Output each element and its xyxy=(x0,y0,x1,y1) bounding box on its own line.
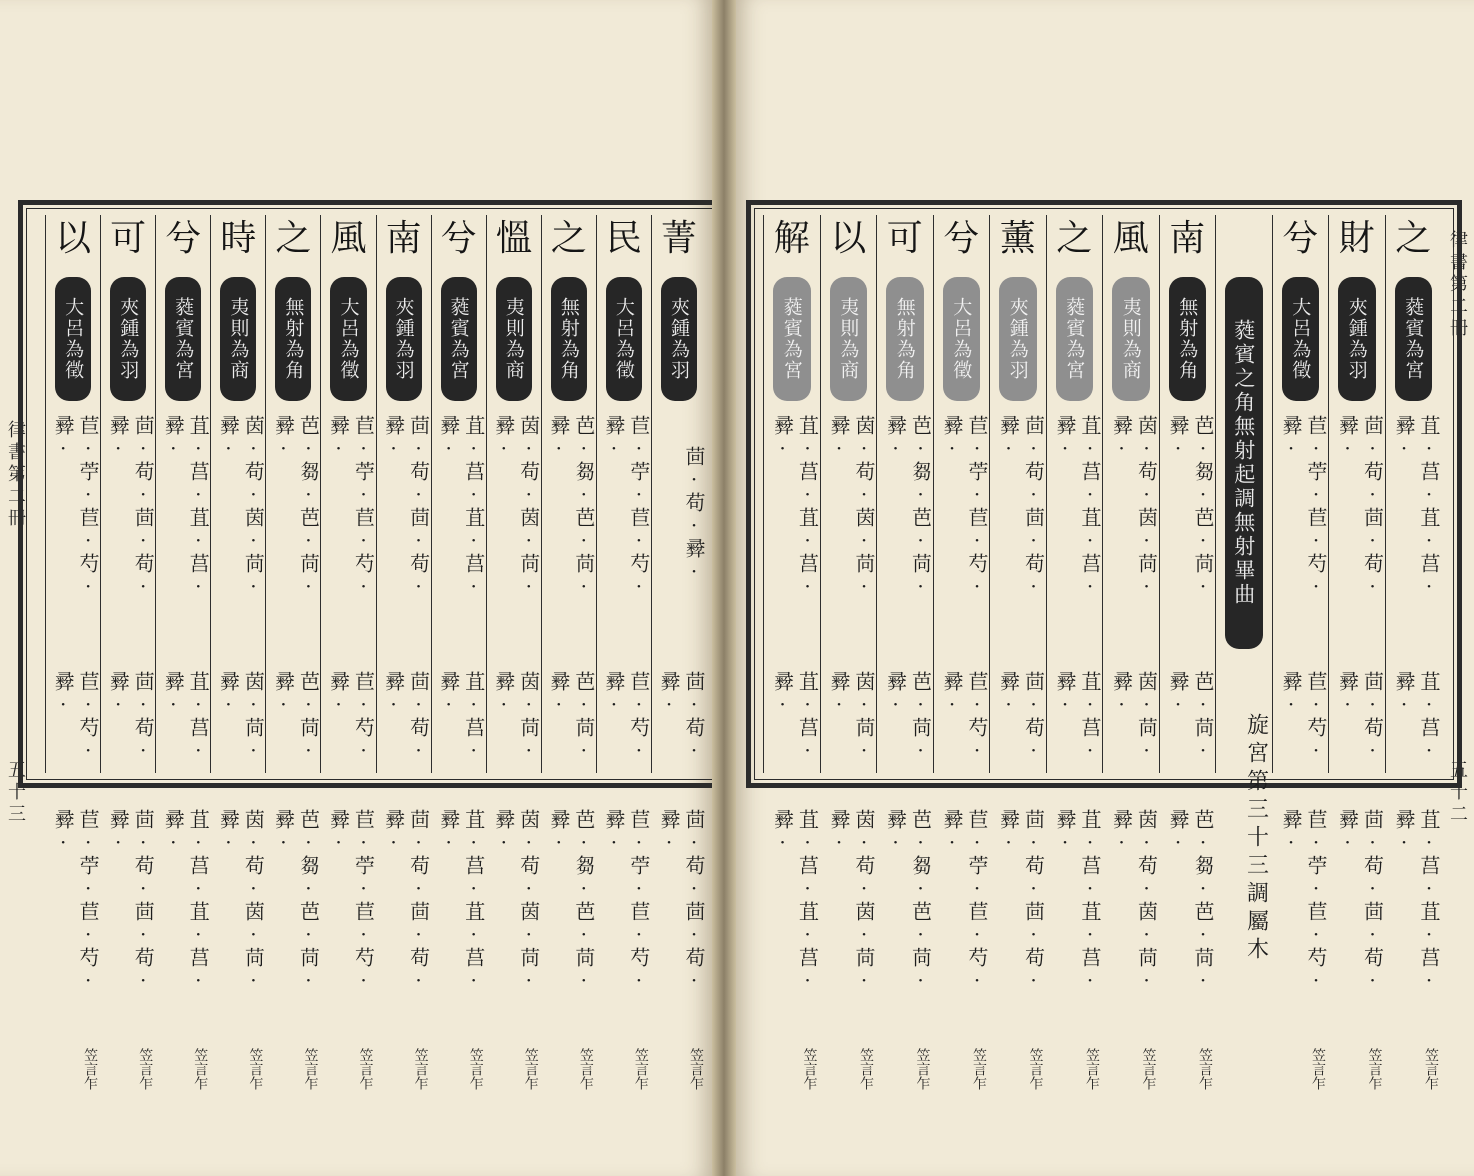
right-column xyxy=(1159,215,1216,1090)
left-margin-folio: 五十三 xyxy=(5,760,26,826)
ending-marker: 笠言乍 xyxy=(1027,1048,1044,1090)
pitch-label: 蕤賓為宮 xyxy=(165,277,201,401)
notation-phrase-3: 苣·苧·苣·芍·彛· xyxy=(601,809,651,993)
right-margin-title: 律書第二冊 xyxy=(1447,230,1468,340)
ending-marker: 笠言乍 xyxy=(1366,1048,1383,1090)
book-gutter xyxy=(712,0,736,1176)
lyric-character: 兮 xyxy=(1282,218,1319,259)
notation-phrase-2: 茵·苘·彛· xyxy=(491,671,541,763)
notation-phrase-3: 茵·苟·茵·苘·彛· xyxy=(216,809,266,993)
notation-phrase-2: 茴·苟·彛· xyxy=(1335,671,1385,763)
lyric-character: 南 xyxy=(385,218,422,259)
pitch-label: 大呂為徵 xyxy=(330,277,366,401)
notation-phrase-1: 茵·苟·茵·苘·彛· xyxy=(827,415,876,599)
left-column xyxy=(320,215,376,1090)
right-page xyxy=(736,0,1474,1176)
pitch-label: 夷則為商 xyxy=(1112,277,1150,401)
right-column xyxy=(1385,215,1442,1090)
lyric-character: 解 xyxy=(773,218,810,259)
lyric-character: 可 xyxy=(886,218,923,259)
notation-phrase-1: 茴·苟·彛· xyxy=(682,446,706,584)
lyric-character: 慍 xyxy=(495,218,532,259)
notation-phrase-1: 苴·莒·苴·莒·彛· xyxy=(770,415,820,599)
lyric-character: 時 xyxy=(220,218,257,259)
notation-phrase-3: 芭·芻·芭·苘·彛· xyxy=(271,809,321,993)
notation-phrase-2: 芭·苘·彛· xyxy=(546,671,596,763)
notation-phrase-1: 茴·苟·茴·苟·彛· xyxy=(996,415,1046,599)
pitch-label: 夷則為商 xyxy=(496,277,532,401)
right-columns xyxy=(763,215,1441,1090)
pitch-label: 夾鍾為羽 xyxy=(661,277,697,401)
right-column xyxy=(933,215,990,1090)
notation-phrase-2: 苴·莒·彛· xyxy=(770,671,820,763)
notation-phrase-1: 苣·苧·苣·芍·彛· xyxy=(326,415,376,599)
notation-phrase-1: 芭·芻·芭·苘·彛· xyxy=(883,415,933,599)
notation-phrase-3: 茵·苟·茵·苘·彛· xyxy=(1109,809,1159,993)
notation-phrase-3: 苴·莒·苴·莒·彛· xyxy=(1053,809,1102,993)
pitch-label: 無射為角 xyxy=(551,277,587,401)
notation-phrase-2: 苣·芍·彛· xyxy=(940,671,989,763)
section-heading: 旋宮第三十三調屬木 xyxy=(1243,713,1269,965)
notation-phrase-3: 苴·莒·苴·莒·彛· xyxy=(1392,809,1441,993)
notation-phrase-2: 苴·莒·彛· xyxy=(436,671,486,763)
notation-phrase-3: 苣·苧·苣·芍·彛· xyxy=(51,809,101,993)
ending-marker: 笠言乍 xyxy=(688,1048,704,1090)
ending-marker: 笠言乍 xyxy=(1084,1048,1100,1090)
right-column xyxy=(1102,215,1159,1090)
left-margin-title: 律書第二冊 xyxy=(5,420,26,530)
left-column xyxy=(651,215,706,1090)
pitch-label: 蕤賓為宮 xyxy=(1056,277,1094,401)
lyric-character: 以 xyxy=(830,218,867,259)
notation-phrase-3: 苴·莒·苴·莒·彛· xyxy=(770,809,820,993)
lyric-character: 菁 xyxy=(660,218,697,259)
lyric-character: 之 xyxy=(275,218,312,259)
ending-marker: 笠言乍 xyxy=(412,1048,429,1090)
notation-phrase-3: 苣·苧·苣·芍·彛· xyxy=(1279,809,1328,993)
notation-phrase-3: 芭·芻·芭·苘·彛· xyxy=(1166,809,1215,993)
pitch-label: 夷則為商 xyxy=(830,277,868,401)
lyric-character: 薰 xyxy=(999,218,1036,259)
notation-phrase-1: 苣·苧·苣·芍·彛· xyxy=(601,415,651,599)
pitch-label: 夾鍾為羽 xyxy=(999,277,1037,401)
ending-marker: 笠言乍 xyxy=(1423,1048,1439,1090)
right-column xyxy=(1272,215,1329,1090)
notation-phrase-1: 苴·莒·苴·莒·彛· xyxy=(436,415,486,599)
notation-phrase-1: 芭·芻·芭·苘·彛· xyxy=(546,415,596,599)
notation-phrase-3: 茴·苟·茴·苟·彛· xyxy=(996,809,1046,993)
ending-marker: 笠言乍 xyxy=(192,1048,209,1090)
notation-phrase-2: 苣·芍·彛· xyxy=(601,671,651,763)
lyric-character: 兮 xyxy=(165,218,202,259)
left-column xyxy=(541,215,596,1090)
left-column xyxy=(486,215,541,1090)
lyric-character: 兮 xyxy=(943,218,980,259)
ending-marker: 笠言乍 xyxy=(247,1048,264,1090)
pitch-label: 無射為角 xyxy=(1169,277,1207,401)
notation-phrase-3: 芭·芻·芭·苘·彛· xyxy=(546,809,596,993)
notation-phrase-3: 芭·芻·芭·苘·彛· xyxy=(883,809,933,993)
mode-title-column xyxy=(1215,215,1272,965)
notation-phrase-2: 苣·芍·彛· xyxy=(1279,671,1328,763)
notation-phrase-1: 芭·芻·芭·苘·彛· xyxy=(271,415,321,599)
notation-phrase-1: 苴·莒·苴·莒·彛· xyxy=(1053,415,1102,599)
notation-phrase-3: 茴·苟·茴·苟·彛· xyxy=(1335,809,1385,993)
notation-phrase-3: 苣·苧·苣·芍·彛· xyxy=(940,809,989,993)
pitch-label: 蕤賓為宮 xyxy=(441,277,477,401)
lyric-character: 可 xyxy=(110,218,147,259)
ending-marker: 笠言乍 xyxy=(302,1048,319,1090)
ending-marker: 笠言乍 xyxy=(1140,1048,1157,1090)
notation-phrase-1: 苴·莒·苴·莒·彛· xyxy=(161,415,211,599)
notation-phrase-2: 芭·苘·彛· xyxy=(883,671,933,763)
notation-phrase-3: 苴·莒·苴·莒·彛· xyxy=(161,809,211,993)
left-column xyxy=(376,215,431,1090)
pitch-label: 夷則為商 xyxy=(220,277,256,401)
right-column xyxy=(820,215,877,1090)
notation-phrase-2: 苴·莒·彛· xyxy=(161,671,211,763)
pitch-label: 大呂為徵 xyxy=(943,277,981,401)
lyric-character: 財 xyxy=(1338,218,1375,259)
right-column xyxy=(989,215,1046,1090)
notation-phrase-2: 茴·苟·彛· xyxy=(996,671,1046,763)
left-page xyxy=(0,0,712,1176)
notation-phrase-1: 茴·苟·茴·苟·彛· xyxy=(1335,415,1385,599)
notation-phrase-2: 苣·芍·彛· xyxy=(51,671,101,763)
left-column xyxy=(431,215,486,1090)
notation-phrase-3: 茴·苟·茴·苟·彛· xyxy=(106,809,156,993)
right-column xyxy=(1046,215,1103,1090)
notation-phrase-2: 茵·苘·彛· xyxy=(827,671,876,763)
ending-marker: 笠言乍 xyxy=(577,1048,594,1090)
left-column xyxy=(265,215,321,1090)
notation-phrase-2: 芭·苘·彛· xyxy=(271,671,321,763)
lyric-character: 之 xyxy=(1395,218,1432,259)
pitch-label: 夾鍾為羽 xyxy=(386,277,422,401)
notation-phrase-2: 茴·苟·彛· xyxy=(381,671,431,763)
notation-phrase-2: 茴·苟·彛· xyxy=(657,671,706,763)
left-column xyxy=(155,215,211,1090)
left-column xyxy=(45,215,101,1090)
ending-marker: 笠言乍 xyxy=(467,1048,484,1090)
notation-phrase-2: 茵·苘·彛· xyxy=(1109,671,1159,763)
notation-phrase-1: 茵·苟·茵·苘·彛· xyxy=(216,415,266,599)
pitch-label: 大呂為徵 xyxy=(1282,277,1320,401)
lyric-character: 風 xyxy=(1112,218,1149,259)
ending-marker: 笠言乍 xyxy=(858,1048,874,1090)
notation-phrase-3: 茵·苟·茵·苘·彛· xyxy=(827,809,876,993)
mode-title: 蕤賓之角無射起調無射畢曲 xyxy=(1225,277,1263,649)
lyric-character: 以 xyxy=(55,218,92,259)
ending-marker: 笠言乍 xyxy=(971,1048,987,1090)
lyric-character: 之 xyxy=(550,218,587,259)
notation-phrase-3: 茴·苟·茴·苟·彛· xyxy=(657,809,706,993)
pitch-label: 蕤賓為宮 xyxy=(773,277,811,401)
left-columns xyxy=(45,215,706,1090)
notation-phrase-2: 苴·莒·彛· xyxy=(1392,671,1441,763)
left-score-frame xyxy=(18,200,712,1090)
right-margin-folio: 五十二 xyxy=(1447,760,1468,826)
ending-marker: 笠言乍 xyxy=(137,1048,154,1090)
notation-phrase-2: 茴·苟·彛· xyxy=(106,671,156,763)
notation-phrase-1: 茵·苟·茵·苘·彛· xyxy=(491,415,541,599)
lyric-character: 南 xyxy=(1169,218,1206,259)
left-column xyxy=(210,215,266,1090)
notation-phrase-3: 苣·苧·苣·芍·彛· xyxy=(326,809,376,993)
ending-marker: 笠言乍 xyxy=(914,1048,931,1090)
ending-marker: 笠言乍 xyxy=(632,1048,649,1090)
lyric-character: 民 xyxy=(605,218,642,259)
ending-marker: 笠言乍 xyxy=(82,1048,99,1090)
ending-marker: 笠言乍 xyxy=(1197,1048,1213,1090)
pitch-label: 大呂為徵 xyxy=(606,277,642,401)
pitch-label: 大呂為徵 xyxy=(55,277,91,401)
pitch-label: 夾鍾為羽 xyxy=(110,277,146,401)
pitch-label: 夾鍾為羽 xyxy=(1338,277,1376,401)
notation-phrase-1: 茴·苟·茴·苟·彛· xyxy=(106,415,156,599)
right-column xyxy=(876,215,933,1090)
lyric-character: 風 xyxy=(330,218,367,259)
notation-phrase-2: 苴·莒·彛· xyxy=(1053,671,1102,763)
pitch-label: 無射為角 xyxy=(275,277,311,401)
notation-phrase-1: 芭·芻·芭·苘·彛· xyxy=(1166,415,1215,599)
pitch-label: 無射為角 xyxy=(886,277,924,401)
notation-phrase-2: 芭·苘·彛· xyxy=(1166,671,1215,763)
ending-marker: 笠言乍 xyxy=(357,1048,374,1090)
left-column xyxy=(596,215,651,1090)
right-column xyxy=(1328,215,1385,1090)
notation-phrase-1: 苣·苧·苣·芍·彛· xyxy=(1279,415,1328,599)
notation-phrase-1: 苣·苧·苣·芍·彛· xyxy=(940,415,989,599)
notation-phrase-1: 茵·苟·茵·苘·彛· xyxy=(1109,415,1159,599)
right-column xyxy=(763,215,820,1090)
notation-phrase-1: 茴·苟·茴·苟·彛· xyxy=(381,415,431,599)
ending-marker: 笠言乍 xyxy=(1310,1048,1326,1090)
notation-phrase-3: 茵·苟·茵·苘·彛· xyxy=(491,809,541,993)
notation-phrase-1: 苣·苧·苣·芍·彛· xyxy=(51,415,101,599)
notation-phrase-1: 苴·莒·苴·莒·彛· xyxy=(1392,415,1441,599)
lyric-character: 兮 xyxy=(440,218,477,259)
notation-phrase-3: 茴·苟·茴·苟·彛· xyxy=(381,809,431,993)
left-column xyxy=(100,215,156,1090)
ending-marker: 笠言乍 xyxy=(801,1048,818,1090)
notation-phrase-2: 茵·苘·彛· xyxy=(216,671,266,763)
pitch-label: 蕤賓為宮 xyxy=(1395,277,1433,401)
ending-marker: 笠言乍 xyxy=(522,1048,539,1090)
notation-phrase-2: 苣·芍·彛· xyxy=(326,671,376,763)
lyric-character: 之 xyxy=(1056,218,1093,259)
notation-phrase-3: 苴·莒·苴·莒·彛· xyxy=(436,809,486,993)
